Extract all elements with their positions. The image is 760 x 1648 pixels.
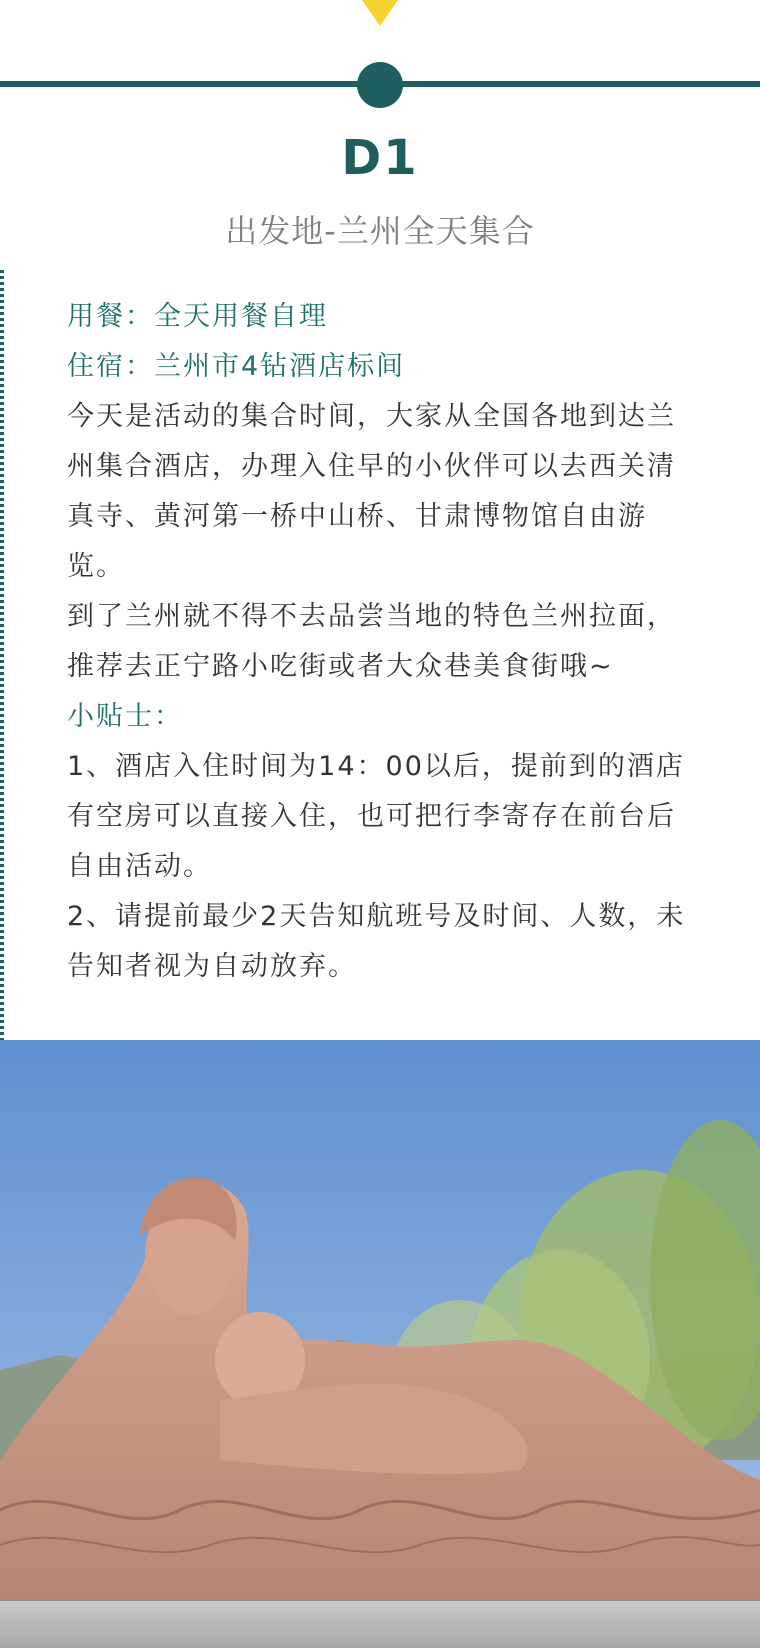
lodging-info: 住宿：兰州市4钻酒店标间 — [67, 351, 406, 382]
content-dotted-border — [0, 270, 4, 1040]
tips-title: 小贴士： — [67, 701, 183, 732]
description-paragraph: 到了兰州就不得不去品尝当地的特色兰州拉面，推荐去正宁路小吃街或者大众巷美食街哦~ — [67, 601, 676, 682]
itinerary-content — [67, 292, 697, 992]
day-title: D1 — [341, 130, 419, 186]
meals-info: 用餐：全天用餐自理 — [67, 301, 328, 332]
tip-item: 1、酒店入住时间为14：00以后，提前到的酒店有空房可以直接入住，也可把行李寄存在前台后自由活动。 — [67, 751, 685, 882]
timeline-dot — [357, 62, 403, 108]
tip-item: 2、请提前最少2天告知航班号及时间、人数，未告知者视为自动放弃。 — [67, 901, 686, 982]
top-marker-triangle — [362, 0, 398, 26]
day-subtitle: 出发地-兰州全天集合 — [225, 212, 535, 250]
yellow-river-mother-statue-photo — [0, 1040, 760, 1648]
description-paragraph: 今天是活动的集合时间，大家从全国各地到达兰州集合酒店，办理入住早的小伙伴可以去西关清真寺、黄河第一桥中山桥、甘肃博物馆自由游览。 — [67, 401, 676, 582]
